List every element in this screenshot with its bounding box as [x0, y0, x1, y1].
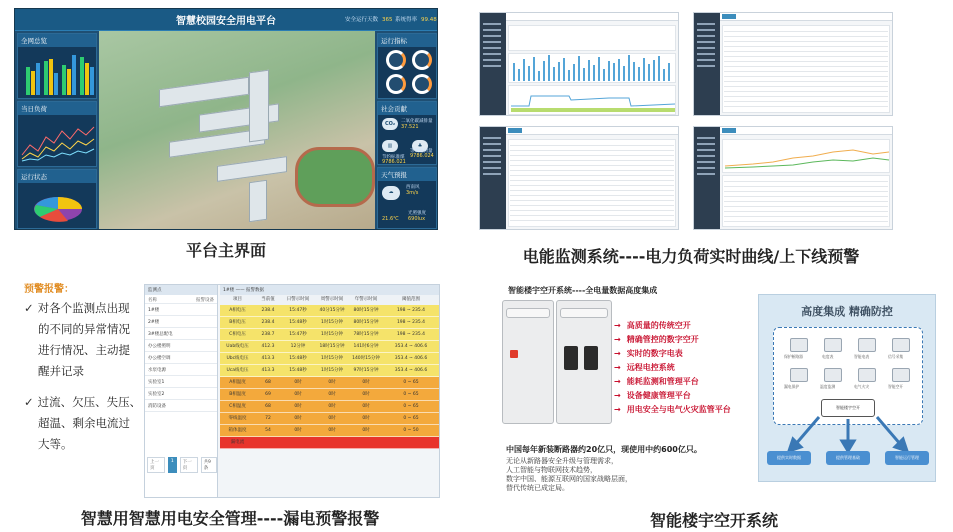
- table-cell: 141时6分钟: [353, 344, 379, 349]
- table-cell: 0时: [362, 380, 370, 385]
- stat-safe-days: 安全运行天数 365: [345, 17, 393, 23]
- feature-item: → 高质量的传统空开: [614, 321, 691, 330]
- co2-icon: CO₂: [382, 118, 398, 130]
- arrow-right-icon: →: [614, 321, 621, 330]
- table-row: [220, 389, 439, 401]
- table-cell: B相电压: [229, 320, 246, 325]
- table-cell: 15:47秒: [289, 308, 307, 313]
- monitor-point-item[interactable]: 办公楼空调: [145, 352, 217, 364]
- table-row: [220, 353, 439, 365]
- monitor-point-item[interactable]: 实验室2: [145, 388, 217, 400]
- table-cell: 0 ~ 65: [403, 380, 419, 385]
- table-cell: Uca线电压: [226, 368, 249, 373]
- table-cell: 198 ~ 235.4: [396, 320, 426, 325]
- table-row: [220, 437, 439, 449]
- social-contribution-panel: 社会贡献 CO₂ 二氧化碳减排量 37.521 ▥ 节约标准煤 9786.021 ♣ 等效植树量 9786.024: [377, 101, 437, 165]
- table-cell: 0时: [328, 392, 336, 397]
- table-cell: 238.4: [261, 320, 275, 325]
- table-cell: 72: [265, 416, 271, 421]
- circuit-breaker-image: [500, 300, 616, 426]
- metrics-panel: 运行指标: [377, 33, 437, 99]
- dashboard-title: 智慧校园安全用电平台: [176, 16, 276, 27]
- arrow-right-icon: →: [614, 363, 621, 372]
- daily-load-panel: 当日负荷: [17, 101, 97, 167]
- table-cell: 0时: [328, 380, 336, 385]
- table-cell: 0时: [328, 416, 336, 421]
- table-cell: 箱体温度: [228, 428, 247, 433]
- table-cell: 15:47秒: [289, 332, 307, 337]
- monitoring-shot-list: [479, 126, 679, 230]
- pill-realtime-data: 提供实时数据: [767, 451, 811, 465]
- table-cell: A相电压: [229, 308, 246, 313]
- table-row: [220, 305, 439, 317]
- table-cell: 1时15分钟: [320, 356, 344, 361]
- table-row: [220, 413, 439, 425]
- total-count: 共9条: [201, 457, 217, 473]
- weather-panel: 天气预报 ☁ 西南风 3m/s 21.6℃ 光照强度 690lux: [377, 167, 437, 229]
- table-cell: 69: [265, 392, 271, 397]
- table-cell: 0时: [328, 404, 336, 409]
- power-bar-chart: [508, 53, 676, 83]
- caption-warning: 智慧用智慧用电安全管理----漏电预警报警: [80, 509, 380, 528]
- table-cell: A相温度: [229, 380, 246, 385]
- table-cell: 412.3: [261, 344, 275, 349]
- temperature-value: 21.6℃: [382, 216, 399, 222]
- table-cell: 54: [265, 428, 271, 433]
- warning-bullet-2: ✓ 过流、欠压、失压、 超温、剩余电流过 大等。: [24, 395, 142, 451]
- table-cell: 0时: [294, 416, 302, 421]
- table-cell: 0时: [294, 392, 302, 397]
- table-cell: 15:48秒: [289, 356, 307, 361]
- table-cell: 413.3: [261, 356, 275, 361]
- table-cell: 0时: [362, 392, 370, 397]
- run-status-pie-chart: [18, 183, 96, 227]
- pill-smart-operation: 智能运行管理: [885, 451, 929, 465]
- table-cell: 零线温度: [228, 416, 247, 421]
- table-cell: Uab线电压: [226, 344, 249, 349]
- table-cell: 0时: [362, 428, 370, 433]
- arrow-right-icon: →: [614, 377, 621, 386]
- table-cell: 1时15分钟: [320, 368, 344, 373]
- caption-monitoring: 电能监测系统----电力负荷实时曲线/上下线预警: [522, 247, 860, 266]
- platform-dashboard-screenshot: [14, 8, 438, 230]
- integration-diagram: [758, 294, 936, 482]
- table-cell: [383, 437, 439, 448]
- table-cell: 漏电流: [230, 440, 245, 445]
- table-cell: 353.4 ~ 406.6: [394, 368, 428, 373]
- table-cell: B相温度: [229, 392, 246, 397]
- breaker-note-bold: 中国每年新装断路器约20亿只，现使用中约600亿只。: [506, 445, 702, 454]
- arrow-right-icon: →: [614, 349, 621, 358]
- monitor-point-item[interactable]: 水泵电源: [145, 364, 217, 376]
- table-cell: 238.7: [261, 332, 275, 337]
- table-cell: 97时15分钟: [353, 368, 379, 373]
- prev-page-button[interactable]: 上一页: [147, 457, 165, 473]
- coal-icon: ▥: [382, 140, 398, 152]
- table-cell: 198 ~ 235.4: [396, 332, 426, 337]
- caption-platform: 平台主界面: [185, 241, 266, 260]
- table-cell: C相温度: [229, 404, 246, 409]
- table-row: [220, 401, 439, 413]
- load-curve-chart: [508, 85, 676, 115]
- table-cell: 18时15分钟: [319, 344, 345, 349]
- table-cell: 78时15分钟: [353, 332, 379, 337]
- warning-heading: 预警报警：: [24, 284, 74, 295]
- table-cell: 413.3: [261, 368, 275, 373]
- dashboard-topbar: [15, 9, 437, 31]
- monitoring-screenshots: [479, 12, 903, 232]
- overview-panel: 全网总览: [17, 33, 97, 99]
- integration-title: 高度集成 精确防控: [801, 305, 893, 318]
- alarm-data-table: 1#楼 —— 报警数据 项目 当前值 日警示时间 周警示时间 年警示时间 阈值范围 A相电压 238.4 15:47秒 40分15分钟 80时15分钟 198 ~ 235.4 B相电压 238.4 15:48秒 1时15分钟 80时15分钟 198 ~ 235.4 C相电压 238.7 15:47秒 1时15分钟 78时15分钟 198 ~ 235.4 Uab线电压 412.3 12分钟 18时15分钟 141时6分钟 353.4 ~ 406.6 Ubc线电压 413.3 15:48秒 1时15分钟 140时15分钟 353.4 ~ 406.6 Uca线电压 413.3 15:48秒 1时15分钟 97时15分钟 353.4 ~ 406.6 A相温度 68 0时 0时 0时 0 ~ 65 B相温度 69 0时 0时 0时 0 ~ 65 C相温度 68 0时 0时 0时 0 ~ 65 零线温度 72 0时 0时 0时 0 ~ 65 箱体温度 54 0时 0时 0时 0 ~ 50 漏电流: [220, 285, 439, 449]
- table-cell: 68: [265, 404, 271, 409]
- monitor-point-list: 监测点 名称 报警设备 1#楼 2#楼 3#楼总配电 办公楼照明 办公楼空调 水泵电源 实验室1 实验室2 消防设备 上一页 1 下一页 共9条: [145, 285, 218, 497]
- table-cell: 80时15分钟: [353, 320, 379, 325]
- table-cell: 0时: [328, 428, 336, 433]
- table-cell: 140时15分钟: [352, 356, 380, 361]
- table-header: 项目 当前值 日警示时间 周警示时间 年警示时间 阈值范围: [220, 295, 439, 305]
- run-status-panel: 运行状态: [17, 169, 97, 229]
- table-cell: 353.4 ~ 406.6: [394, 344, 428, 349]
- realtime-curve: [722, 139, 890, 173]
- table-cell: 0时: [294, 404, 302, 409]
- table-cell: [349, 437, 383, 448]
- table-row: [220, 377, 439, 389]
- check-icon: ✓: [24, 301, 34, 315]
- table-cell: 198 ~ 235.4: [396, 308, 426, 313]
- feature-item: → 设备健康管理平台: [614, 391, 691, 400]
- campus-aerial-view: [99, 31, 375, 230]
- gauge-icon: [386, 74, 406, 94]
- table-cell: 15:48秒: [289, 368, 307, 373]
- page-1-button[interactable]: 1: [168, 457, 177, 473]
- table-cell: 0时: [294, 428, 302, 433]
- table-cell: 0 ~ 65: [403, 404, 419, 409]
- warning-table-screenshot: [144, 284, 440, 498]
- table-cell: 0 ~ 65: [403, 392, 419, 397]
- feature-item: → 远程电控系统: [614, 363, 675, 372]
- monitoring-shot-bar-chart: [479, 12, 679, 116]
- caption-breaker: 智能楼宇空开系统: [649, 511, 778, 530]
- leakage-warning-section: [18, 270, 442, 498]
- table-cell: Ubc线电压: [226, 356, 249, 361]
- table-cell: 0 ~ 50: [403, 428, 419, 433]
- feature-item: → 实时的数字电表: [614, 349, 683, 358]
- check-icon: ✓: [24, 395, 34, 409]
- table-cell: 0时: [294, 380, 302, 385]
- next-page-button[interactable]: 下一页: [180, 457, 198, 473]
- table-cell: 353.4 ~ 406.6: [394, 356, 428, 361]
- cloud-icon: ☁: [382, 186, 400, 200]
- table-row: [220, 317, 439, 329]
- overview-bar-chart: [18, 47, 96, 97]
- table-cell: 15:48秒: [289, 320, 307, 325]
- daily-load-line-chart: [18, 115, 96, 165]
- table-row: [220, 365, 439, 377]
- table-row: [220, 341, 439, 353]
- gauge-icon: [386, 50, 406, 70]
- table-cell: [315, 437, 349, 448]
- arrow-right-icon: →: [614, 335, 621, 344]
- table-cell: 0时: [362, 416, 370, 421]
- table-cell: 40分15分钟: [319, 308, 345, 313]
- table-row: [220, 425, 439, 437]
- smart-breaker-section: 智能楼宇空开系统----全电量数据高度集成 → 高质量的传统空开 → 精确管控的数字空开 → 实时的数字电表 → 远程电控系统 → 能耗监测和管理平台 → 设备健康管理平台 → 用电安全与电气火灾监管平台 中国每年新装断路器约20亿只，现使用中约600亿只。 无论从新路器安全升级与管理需求， 人工智能与物联网技术趋势， 数字中国、能源互联网的国家战略层面， 替代传统已成定局。 高度集成 精确防控 保护断路器 电度表 智能电表 信号采集 漏电保护 温度监测 电气火灾 智能空开 智能楼宇空开 提供实时数据 提供管理基础 智能运行管理: [494, 280, 938, 500]
- monitor-point-item[interactable]: 办公楼照明: [145, 340, 217, 352]
- table-cell: 68: [265, 380, 271, 385]
- table-cell: C相电压: [229, 332, 246, 337]
- breaker-heading: 智能楼宇空开系统----全电量数据高度集成: [508, 286, 658, 295]
- table-cell: 0时: [362, 404, 370, 409]
- monitoring-shot-table: [693, 12, 893, 116]
- table-cell: 1时15分钟: [320, 332, 344, 337]
- monitor-point-item[interactable]: 实验室1: [145, 376, 217, 388]
- pill-management-base: 提供管理基础: [826, 451, 870, 465]
- table-cell: 80时15分钟: [353, 308, 379, 313]
- monitor-point-item[interactable]: 1#楼: [145, 304, 217, 316]
- table-row: [220, 329, 439, 341]
- gauge-icon: [412, 50, 432, 70]
- center-breaker-node: 智能楼宇空开: [821, 399, 875, 417]
- monitoring-shot-curve: [693, 126, 893, 230]
- monitor-point-item[interactable]: 消防设备: [145, 400, 217, 412]
- gauge-icon: [412, 74, 432, 94]
- stat-system-rate: 系统得率 99.48: [395, 17, 437, 23]
- feature-item: → 精确管控的数字空开: [614, 335, 699, 344]
- warning-bullet-1: ✓ 对各个监测点出现 的不同的异常情况 进行情况、主动提 醒并记录: [24, 301, 130, 378]
- table-cell: [281, 437, 315, 448]
- feature-item: → 用电安全与电气火灾监管平台: [614, 405, 731, 414]
- pagination[interactable]: [147, 457, 217, 473]
- tree-icon: ♣: [412, 140, 428, 152]
- table-cell: 12分钟: [290, 344, 306, 349]
- table-cell: 1时15分钟: [320, 320, 344, 325]
- table-cell: 238.4: [261, 308, 275, 313]
- feature-item: → 能耗监测和管理平台: [614, 377, 699, 386]
- device-group: 保护断路器 电度表 智能电表 信号采集 漏电保护 温度监测 电气火灾 智能空开: [773, 327, 923, 425]
- table-cell: [255, 437, 281, 448]
- arrow-right-icon: →: [614, 405, 621, 414]
- monitor-point-item[interactable]: 2#楼: [145, 316, 217, 328]
- monitor-point-item[interactable]: 3#楼总配电: [145, 328, 217, 340]
- arrow-right-icon: →: [614, 391, 621, 400]
- table-cell: 0 ~ 65: [403, 416, 419, 421]
